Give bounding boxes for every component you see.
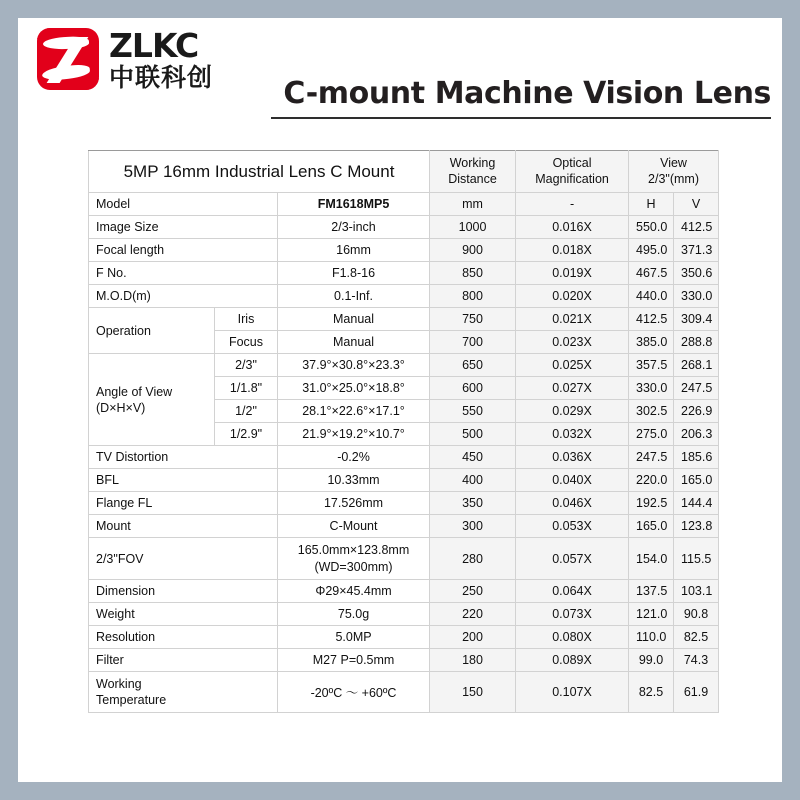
spec-sub-label: Focus xyxy=(215,331,278,354)
spec-sub-label: 2/3" xyxy=(215,354,278,377)
cell-view-v: 115.5 xyxy=(674,538,719,580)
cell-working-distance: 750 xyxy=(430,308,516,331)
cell-view-h: 302.5 xyxy=(629,400,674,423)
cell-working-distance: 650 xyxy=(430,354,516,377)
table-row xyxy=(89,538,719,580)
spec-label: TV Distortion xyxy=(89,446,278,469)
cell-view-h: 247.5 xyxy=(629,446,674,469)
header-view-line2: 2/3"(mm) xyxy=(648,171,700,186)
table-title-cell: 5MP 16mm Industrial Lens C Mount xyxy=(89,151,430,193)
spec-value: C-Mount xyxy=(278,515,430,538)
spec-value-line1: 165.0mm×123.8mm xyxy=(297,543,410,558)
table-row xyxy=(89,193,719,216)
table-row xyxy=(89,648,719,671)
cell-view-h: 82.5 xyxy=(629,671,674,713)
cell-view-h: 99.0 xyxy=(629,648,674,671)
spec-label: Flange FL xyxy=(89,492,278,515)
cell-optical-magnification: 0.020X xyxy=(516,285,629,308)
spec-label-line1: Angle of View xyxy=(96,384,173,399)
table-row xyxy=(89,262,719,285)
cell-view-v: 82.5 xyxy=(674,625,719,648)
cell-view-v: 165.0 xyxy=(674,469,719,492)
page-title: C-mount Machine Vision Lens xyxy=(283,76,771,111)
spec-label-line2: (D×H×V) xyxy=(96,400,146,415)
spec-value: Manual xyxy=(278,308,430,331)
cell-working-distance: 600 xyxy=(430,377,516,400)
cell-optical-magnification: 0.089X xyxy=(516,648,629,671)
cell-view-v: 309.4 xyxy=(674,308,719,331)
brand-wordmark xyxy=(109,25,214,92)
spec-label: Focal length xyxy=(89,239,278,262)
spec-label: BFL xyxy=(89,469,278,492)
cell-working-distance: 1000 xyxy=(430,216,516,239)
spec-value: M27 P=0.5mm xyxy=(278,648,430,671)
cell-view-h: 412.5 xyxy=(629,308,674,331)
cell-optical-magnification: 0.053X xyxy=(516,515,629,538)
cell-optical-magnification: 0.018X xyxy=(516,239,629,262)
spec-label-line1: Working xyxy=(96,676,142,691)
cell-optical-magnification: 0.107X xyxy=(516,671,629,713)
header-view xyxy=(629,151,719,193)
cell-optical-magnification: 0.064X xyxy=(516,579,629,602)
cell-optical-magnification: 0.080X xyxy=(516,625,629,648)
cell-view-h: 330.0 xyxy=(629,377,674,400)
cell-view-v: 330.0 xyxy=(674,285,719,308)
cell-optical-magnification: 0.019X xyxy=(516,262,629,285)
spec-label: 2/3"FOV xyxy=(89,538,278,580)
cell-view-v: 185.6 xyxy=(674,446,719,469)
table-row xyxy=(89,285,719,308)
table-row xyxy=(89,492,719,515)
cell-view-h: 440.0 xyxy=(629,285,674,308)
spec-label: M.O.D(m) xyxy=(89,285,278,308)
spec-label: Model xyxy=(89,193,278,216)
spec-value: -0.2% xyxy=(278,446,430,469)
cell-optical-magnification: 0.021X xyxy=(516,308,629,331)
table-row xyxy=(89,308,719,331)
cell-optical-magnification: 0.057X xyxy=(516,538,629,580)
cell-view-v: 90.8 xyxy=(674,602,719,625)
spec-label: F No. xyxy=(89,262,278,285)
spec-value: 37.9°×30.8°×23.3° xyxy=(278,354,430,377)
page-header xyxy=(18,18,782,138)
spec-value xyxy=(278,538,430,580)
cell-view-h: 154.0 xyxy=(629,538,674,580)
spec-value: 17.526mm xyxy=(278,492,430,515)
cell-view-v: 74.3 xyxy=(674,648,719,671)
cell-view-v: 144.4 xyxy=(674,492,719,515)
cell-view-v: 103.1 xyxy=(674,579,719,602)
spec-sub-label: 1/1.8" xyxy=(215,377,278,400)
cell-working-distance: 200 xyxy=(430,625,516,648)
spec-value: -20ºC ～ +60ºC xyxy=(278,671,430,713)
cell-working-distance: 800 xyxy=(430,285,516,308)
spec-value: 0.1-Inf. xyxy=(278,285,430,308)
cell-optical-magnification: 0.040X xyxy=(516,469,629,492)
cell-view-v: 206.3 xyxy=(674,423,719,446)
header-working-distance xyxy=(430,151,516,193)
cell-view-v: 61.9 xyxy=(674,671,719,713)
spec-sub-label: 1/2.9" xyxy=(215,423,278,446)
unit-view-h: H xyxy=(629,193,674,216)
title-underline-divider xyxy=(271,117,771,119)
cell-view-h: 220.0 xyxy=(629,469,674,492)
cell-view-h: 275.0 xyxy=(629,423,674,446)
spec-value-line2: (WD=300mm) xyxy=(314,559,393,574)
header-view-line1: View xyxy=(660,156,687,170)
cell-working-distance: 250 xyxy=(430,579,516,602)
cell-view-v: 123.8 xyxy=(674,515,719,538)
cell-view-v: 247.5 xyxy=(674,377,719,400)
spec-value: Φ29×45.4mm xyxy=(278,579,430,602)
spec-value: 5.0MP xyxy=(278,625,430,648)
brand-logo xyxy=(37,25,214,92)
cell-optical-magnification: 0.032X xyxy=(516,423,629,446)
spec-label: Filter xyxy=(89,648,278,671)
spec-label: Resolution xyxy=(89,625,278,648)
table-row xyxy=(89,354,719,377)
table-row xyxy=(89,579,719,602)
cell-view-h: 550.0 xyxy=(629,216,674,239)
spec-value: 2/3-inch xyxy=(278,216,430,239)
specification-table xyxy=(88,150,719,713)
cell-view-h: 165.0 xyxy=(629,515,674,538)
cell-optical-magnification: 0.073X xyxy=(516,602,629,625)
table-header-row xyxy=(89,151,719,193)
cell-working-distance: 550 xyxy=(430,400,516,423)
brand-name-chinese: 中联科创 xyxy=(109,62,214,92)
cell-view-v: 226.9 xyxy=(674,400,719,423)
header-working-distance-line2: Distance xyxy=(448,171,497,186)
cell-view-h: 385.0 xyxy=(629,331,674,354)
cell-view-v: 350.6 xyxy=(674,262,719,285)
table-row xyxy=(89,515,719,538)
cell-view-h: 495.0 xyxy=(629,239,674,262)
table-row xyxy=(89,671,719,713)
header-optical-magnification xyxy=(516,151,629,193)
cell-optical-magnification: 0.025X xyxy=(516,354,629,377)
cell-view-v: 288.8 xyxy=(674,331,719,354)
spec-label: Dimension xyxy=(89,579,278,602)
page-title-block xyxy=(271,76,771,119)
header-working-distance-line1: Working xyxy=(449,156,496,170)
table-row xyxy=(89,239,719,262)
cell-view-h: 137.5 xyxy=(629,579,674,602)
cell-working-distance: 300 xyxy=(430,515,516,538)
spec-value: 21.9°×19.2°×10.7° xyxy=(278,423,430,446)
spec-label: Image Size xyxy=(89,216,278,239)
spec-sub-label: 1/2" xyxy=(215,400,278,423)
cell-working-distance: 450 xyxy=(430,446,516,469)
cell-working-distance: 400 xyxy=(430,469,516,492)
spec-label: Mount xyxy=(89,515,278,538)
spec-value: F1.8-16 xyxy=(278,262,430,285)
cell-view-v: 412.5 xyxy=(674,216,719,239)
zlkc-logo-icon xyxy=(37,28,99,90)
header-optical-magnification-line1: Optical xyxy=(552,156,592,170)
table-row xyxy=(89,625,719,648)
table-row xyxy=(89,469,719,492)
cell-working-distance: 500 xyxy=(430,423,516,446)
spec-label xyxy=(89,671,278,713)
unit-working-distance: mm xyxy=(430,193,516,216)
cell-view-v: 268.1 xyxy=(674,354,719,377)
cell-working-distance: 900 xyxy=(430,239,516,262)
cell-optical-magnification: 0.016X xyxy=(516,216,629,239)
spec-value: 16mm xyxy=(278,239,430,262)
cell-optical-magnification: 0.027X xyxy=(516,377,629,400)
unit-view-v: V xyxy=(674,193,719,216)
cell-optical-magnification: 0.036X xyxy=(516,446,629,469)
cell-view-v: 371.3 xyxy=(674,239,719,262)
cell-view-h: 110.0 xyxy=(629,625,674,648)
cell-optical-magnification: 0.023X xyxy=(516,331,629,354)
spec-value: 31.0°×25.0°×18.8° xyxy=(278,377,430,400)
table-row xyxy=(89,602,719,625)
cell-working-distance: 850 xyxy=(430,262,516,285)
cell-working-distance: 700 xyxy=(430,331,516,354)
spec-value: 75.0g xyxy=(278,602,430,625)
spec-value: FM1618MP5 xyxy=(278,193,430,216)
spec-label: Weight xyxy=(89,602,278,625)
cell-optical-magnification: 0.029X xyxy=(516,400,629,423)
spec-sub-label: Iris xyxy=(215,308,278,331)
cell-working-distance: 350 xyxy=(430,492,516,515)
cell-view-h: 192.5 xyxy=(629,492,674,515)
cell-working-distance: 180 xyxy=(430,648,516,671)
spec-value: 10.33mm xyxy=(278,469,430,492)
document-page xyxy=(18,18,782,782)
header-optical-magnification-line2: Magnification xyxy=(535,171,609,186)
cell-working-distance: 150 xyxy=(430,671,516,713)
brand-name-latin: ZLKC xyxy=(109,25,199,65)
unit-optical-magnification: - xyxy=(516,193,629,216)
spec-label xyxy=(89,354,215,446)
spec-value: 28.1°×22.6°×17.1° xyxy=(278,400,430,423)
cell-view-h: 467.5 xyxy=(629,262,674,285)
spec-label-line2: Temperature xyxy=(96,693,167,707)
cell-working-distance: 280 xyxy=(430,538,516,580)
cell-working-distance: 220 xyxy=(430,602,516,625)
cell-optical-magnification: 0.046X xyxy=(516,492,629,515)
cell-view-h: 357.5 xyxy=(629,354,674,377)
spec-label: Operation xyxy=(89,308,215,354)
spec-value: Manual xyxy=(278,331,430,354)
cell-view-h: 121.0 xyxy=(629,602,674,625)
table-row xyxy=(89,446,719,469)
table-row xyxy=(89,216,719,239)
